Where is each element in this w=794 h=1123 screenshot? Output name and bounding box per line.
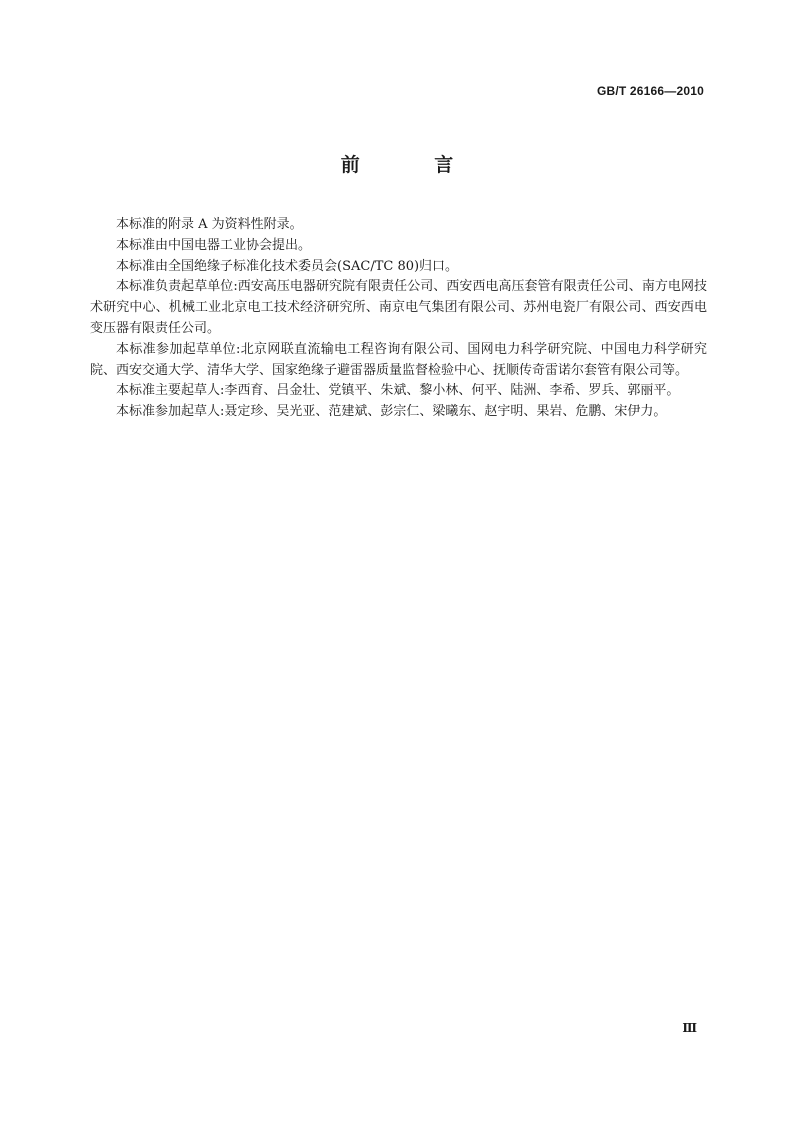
- paragraph-main-drafters: 本标准主要起草人:李西育、吕金壮、党镇平、朱斌、黎小林、何平、陆洲、李希、罗兵、郭丽平。: [116, 383, 680, 399]
- standard-code: GB/T 26166—2010: [596, 84, 704, 98]
- page-number: Ⅲ: [682, 1021, 697, 1035]
- foreword-body: [90, 215, 707, 423]
- page-title: 前 言: [340, 154, 488, 176]
- paragraph-lead-drafters: 本标准负责起草单位:西安高压电器研究院有限责任公司、西安西电高压套管有限责任公司、南方电网技术研究中心、机械工业北京电工技术经济研究所、南京电气集团有限公司、苏州电瓷厂有限公司、西安西电变压器有限责任公司。: [90, 279, 707, 336]
- paragraph-administrator: 本标准由全国绝缘子标准化技术委员会(SAC/TC 80)归口。: [116, 258, 459, 274]
- paragraph-appendix-note: 本标准的附录 A 为资料性附录。: [116, 217, 303, 232]
- paragraph-proposer: 本标准由中国电器工业协会提出。: [116, 237, 312, 253]
- paragraph-participating-units: 本标准参加起草单位:北京网联直流输电工程咨询有限公司、国网电力科学研究院、中国电力科学研究院、西安交通大学、清华大学、国家绝缘子避雷器质量监督检验中心、抚顺传奇雷诺尔套管有限公司等。: [90, 341, 707, 378]
- paragraph-participating-drafters: 本标准参加起草人:聂定珍、吴光亚、范建斌、彭宗仁、梁曦东、赵宇明、果岩、危鹏、宋伊力。: [116, 404, 667, 420]
